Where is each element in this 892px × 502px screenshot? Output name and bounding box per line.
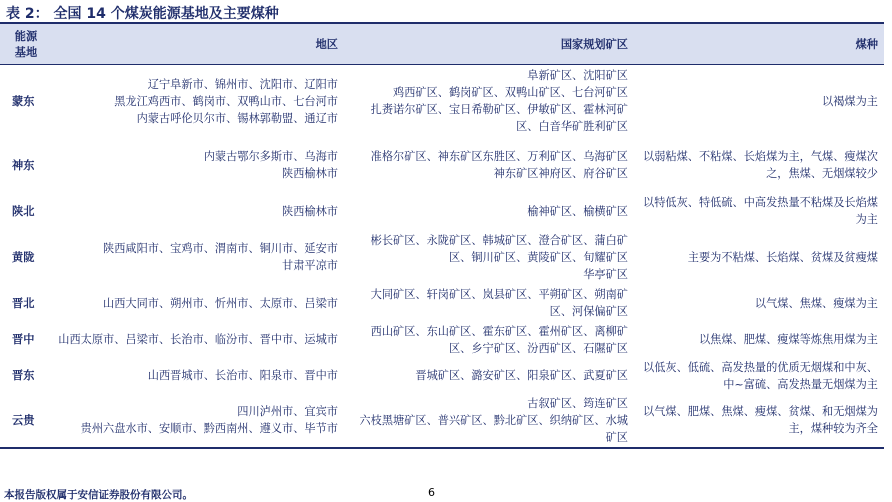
mine-line: 大同矿区、轩岗矿区、岚县矿区、平朔矿区、朔南矿区、河保偏矿区 (370, 288, 628, 318)
base-name: 晋北 (12, 295, 35, 310)
mine-line: 鸡西矿区、鹤岗矿区、双鸭山矿区、七台河矿区 (393, 86, 628, 100)
base-cell (0, 65, 52, 138)
mine-cell (344, 138, 634, 193)
coal-cell (634, 285, 884, 322)
mine-line: 扎赉诺尔矿区、宝日希勒矿区、伊敏矿区、霍林河矿区、白音华矿胜利矿区 (370, 103, 628, 134)
area-line: 山西大同市、朔州市、忻州市、太原市、吕梁市 (103, 296, 338, 310)
coal-cell (634, 358, 884, 394)
base-name: 晋东 (12, 368, 35, 382)
page-number: 6 (428, 486, 435, 499)
table-row (0, 193, 884, 230)
coal-cell (634, 65, 884, 138)
table-row (0, 65, 884, 138)
coal-type: 主要为不粘煤、长焰煤、贫煤及贫瘦煤 (687, 250, 878, 264)
table-header-row (0, 23, 884, 65)
table-row (0, 285, 884, 322)
base-name: 陕北 (12, 203, 35, 218)
mine-cell (344, 322, 634, 358)
header-coal: 煤种 (634, 23, 884, 65)
mine-line: 榆神矿区、榆横矿区 (527, 204, 628, 218)
mine-cell (344, 285, 634, 322)
header-base-line2: 基地 (14, 45, 38, 59)
base-name: 云贵 (12, 412, 35, 427)
mine-cell (344, 193, 634, 230)
area-cell (52, 394, 344, 448)
area-line: 内蒙古鄂尔多斯市、乌海市 (203, 150, 338, 163)
mine-line: 西山矿区、东山矿区、霍东矿区、霍州矿区、离柳矿区、乡宁矿区、汾西矿区、石隰矿区 (370, 324, 628, 355)
base-cell (0, 230, 52, 285)
coal-type: 以弱粘煤、不粘煤、长焰煤为主，气煤、瘦煤次之，焦煤、无烟煤较少 (643, 150, 878, 180)
mine-cell (344, 358, 634, 394)
base-cell (0, 322, 52, 358)
mine-line: 彬长矿区、永陇矿区、韩城矿区、澄合矿区、蒲白矿区、铜川矿区、黄陵矿区、旬耀矿区 (370, 233, 628, 264)
header-base-line1: 能源 (14, 29, 38, 43)
area-cell (52, 230, 344, 285)
coal-type: 以褐煤为主 (822, 94, 878, 108)
mine-line: 准格尔矿区、神东矿区东胜区、万利矿区、乌海矿区 (370, 150, 628, 163)
table-row (0, 322, 884, 358)
base-cell (0, 394, 52, 448)
area-line: 内蒙古呼伦贝尔市、锡林郭勒盟、通辽市 (136, 111, 338, 125)
area-line: 贵州六盘水市、安顺市、黔西南州、遵义市、毕节市 (80, 422, 338, 435)
mine-cell (344, 394, 634, 448)
area-cell (52, 65, 344, 138)
coal-type: 以气煤、肥煤、焦煤、瘦煤、贫煤、和无烟煤为主，煤种较为齐全 (643, 405, 878, 435)
area-line: 陕西榆林市 (282, 204, 338, 218)
coal-cell (634, 193, 884, 230)
coal-type: 以气煤、焦煤、瘦煤为主 (754, 296, 878, 310)
mine-cell (344, 230, 634, 285)
base-name: 黄陇 (12, 249, 35, 264)
coal-type: 以低灰、低硫、高发热量的优质无烟煤和中灰、中~富硫、高发热量无烟煤为主 (643, 360, 878, 391)
area-cell (52, 358, 344, 394)
area-line: 陕西咸阳市、宝鸡市、渭南市、铜川市、延安市 (103, 242, 338, 255)
table-row (0, 394, 884, 448)
coal-cell (634, 138, 884, 193)
area-cell (52, 322, 344, 358)
header-base (0, 23, 52, 65)
area-line: 四川泸州市、宜宾市 (237, 405, 338, 418)
area-line: 黑龙江鸡西市、鹤岗市、双鸭山市、七台河市 (114, 94, 338, 108)
coal-base-table (0, 22, 884, 449)
area-cell (52, 193, 344, 230)
header-area: 地区 (52, 23, 344, 65)
coal-cell (634, 322, 884, 358)
mine-line: 华亭矿区 (583, 267, 628, 281)
area-cell (52, 138, 344, 193)
base-name: 神东 (12, 157, 35, 172)
coal-type: 以焦煤、肥煤、瘦煤等炼焦用煤为主 (698, 333, 878, 346)
coal-type: 以特低灰、特低硫、中高发热量不粘煤及长焰煤为主 (643, 196, 878, 226)
area-cell (52, 285, 344, 322)
area-line: 山西太原市、吕梁市、长治市、临汾市、晋中市、运城市 (58, 333, 338, 346)
base-cell (0, 138, 52, 193)
base-cell (0, 358, 52, 394)
base-name: 蒙东 (12, 93, 35, 108)
header-mine: 国家规划矿区 (344, 23, 634, 65)
base-cell (0, 193, 52, 230)
footer-copyright: 本报告版权属于安信证券股份有限公司。 (4, 489, 193, 501)
area-line: 山西晋城市、长治市、阳泉市、晋中市 (147, 369, 338, 382)
area-line: 陕西榆林市 (282, 167, 338, 180)
table-row (0, 230, 884, 285)
coal-cell (634, 394, 884, 448)
base-name: 晋中 (12, 332, 35, 346)
mine-line: 晋城矿区、潞安矿区、阳泉矿区、武夏矿区 (415, 369, 628, 382)
mine-line: 神东矿区神府区、府谷矿区 (493, 167, 628, 180)
coal-cell (634, 230, 884, 285)
area-line: 甘肃平凉市 (282, 259, 338, 272)
mine-line: 古叙矿区、筠连矿区 (527, 396, 628, 410)
mine-line: 阜新矿区、沈阳矿区 (527, 69, 628, 83)
table-title: 表 2： 全国 14 个煤炭能源基地及主要煤种 (6, 6, 279, 22)
table-row (0, 138, 884, 193)
base-cell (0, 285, 52, 322)
area-line: 辽宁阜新市、锦州市、沈阳市、辽阳市 (147, 77, 338, 91)
table-row (0, 358, 884, 394)
mine-line: 六枝黑塘矿区、普兴矿区、黔北矿区、织纳矿区、水城矿区 (359, 413, 628, 444)
mine-cell (344, 65, 634, 138)
